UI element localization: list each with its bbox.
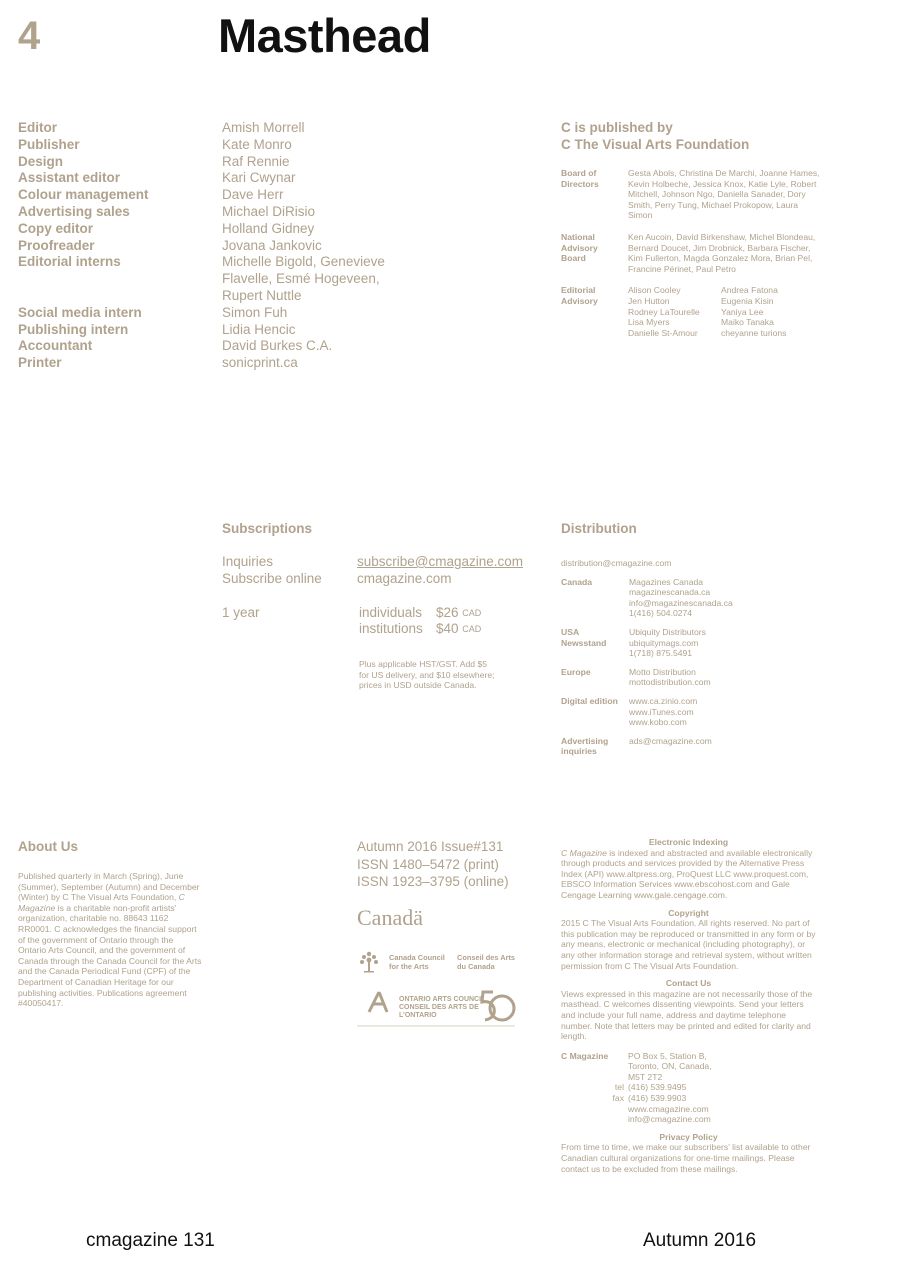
role-label: Colour management xyxy=(18,187,149,203)
dist-line[interactable]: www.iTunes.com xyxy=(629,706,694,717)
staff-name: sonicprint.ca xyxy=(222,355,298,371)
staff-name: Flavelle, Esmé Hogeveen, xyxy=(222,271,380,287)
publisher-line: C is published by xyxy=(561,120,673,135)
currency: CAD xyxy=(462,607,482,618)
role-label: Copy editor xyxy=(18,220,94,236)
dist-line[interactable]: ads@cmagazine.com xyxy=(629,735,712,746)
page-title: Masthead xyxy=(218,9,431,62)
role-label: Publishing intern xyxy=(18,321,129,337)
dist-line: Magazines Canada xyxy=(629,576,704,587)
dist-usa xyxy=(561,627,821,659)
role-label: Social media intern xyxy=(18,304,142,320)
contact-heading: Contact Us xyxy=(665,978,712,989)
privacy-heading: Privacy Policy xyxy=(659,1131,718,1142)
dist-europe xyxy=(561,667,821,688)
contact-email-link[interactable]: info@cmagazine.com xyxy=(628,1114,711,1125)
website-link[interactable]: www.cmagazine.com xyxy=(628,1103,709,1114)
price-institutions xyxy=(359,621,481,638)
prices xyxy=(359,605,481,639)
publisher-line: C The Visual Arts Foundation xyxy=(561,136,750,152)
address-line: PO Box 5, Station B, xyxy=(628,1050,707,1061)
names-column xyxy=(222,120,422,372)
editorial-col-2 xyxy=(721,285,786,338)
address-lines xyxy=(612,1050,712,1125)
term-label: 1 year xyxy=(222,604,260,620)
editorial-label xyxy=(561,285,628,338)
role-label: Editorial interns xyxy=(18,254,121,270)
subscriptions-block xyxy=(222,554,523,638)
editorial-col-1 xyxy=(628,285,721,338)
dist-label: Canada xyxy=(561,576,593,587)
fax-label: fax xyxy=(612,1093,624,1104)
copyright-heading: Copyright xyxy=(668,907,709,918)
inquiries-label: Inquiries xyxy=(222,554,274,569)
national-label xyxy=(561,232,628,274)
price-value: $40 xyxy=(436,621,459,637)
page-number: 4 xyxy=(18,14,41,58)
staff-name: Holland Gidney xyxy=(222,220,315,236)
label-line: Directors xyxy=(561,178,599,189)
subscribe-online-link[interactable]: cmagazine.com xyxy=(357,570,452,586)
contact-text: Views expressed in this magazine are not necessarily those of the masthead. C welcomes dissenting viewpoints. Send your letters and include your full name, address and daytime telephone number. Note that letters may be printed and edited for clarity and length. xyxy=(561,988,813,1042)
staff-name: Amish Morrell xyxy=(222,120,305,135)
tel-line xyxy=(614,1082,712,1093)
legal-block xyxy=(561,837,816,1174)
advisor-name: Danielle St-Amour xyxy=(628,327,698,338)
advisor-name: Rodney LaTourelle xyxy=(628,306,700,317)
role-label: Proofreader xyxy=(18,237,95,253)
dist-line: 1(718) 875.5491 xyxy=(629,648,693,659)
pricing-row xyxy=(222,605,523,639)
distribution-block xyxy=(561,558,821,757)
online-label: Subscribe online xyxy=(222,570,322,586)
staff-name: Lidia Hencic xyxy=(222,321,296,337)
council-fr xyxy=(457,953,515,971)
logo-text: ONTARIO ARTS COUNCIL xyxy=(399,996,486,1003)
label-line: Board xyxy=(561,253,586,264)
advisor-name: Jen Hutton xyxy=(628,295,670,306)
address-line: M5T 2T2 xyxy=(628,1071,663,1082)
publisher-heading xyxy=(561,120,821,154)
dist-values xyxy=(629,577,733,619)
label-line: USA xyxy=(561,626,580,637)
subscribe-email-link[interactable]: subscribe@cmagazine.com xyxy=(357,554,524,569)
oac-text xyxy=(399,996,517,1020)
label-line: National xyxy=(561,231,595,242)
label-line: Board of xyxy=(561,168,597,178)
price-individuals xyxy=(359,605,481,622)
label-line: Advisory xyxy=(561,242,598,253)
price-label: individuals xyxy=(359,604,423,620)
dist-label xyxy=(561,627,629,659)
staff-name: Jovana Jankovic xyxy=(222,237,322,253)
staff-name: Dave Herr xyxy=(222,187,284,203)
issn-online: ISSN 1923–3795 (online) xyxy=(357,874,509,889)
canada-council-icon xyxy=(357,950,381,974)
dist-label: Europe xyxy=(561,666,591,677)
dist-line[interactable]: info@magazinescanada.ca xyxy=(629,597,733,608)
logo-text: for the Arts xyxy=(389,962,429,971)
subscriptions-heading: Subscriptions xyxy=(222,521,313,536)
dist-line: 1(416) 504.0274 xyxy=(629,608,693,619)
inquiries-row xyxy=(222,554,523,571)
price-value: $26 xyxy=(436,604,459,620)
editorial-advisory xyxy=(561,285,821,338)
label-line: Editorial xyxy=(561,285,596,296)
contact-address xyxy=(561,1051,816,1125)
currency: CAD xyxy=(462,624,482,635)
label-line: Newsstand xyxy=(561,637,607,648)
about-text-part: is a charitable non-profit artists’ organization, charitable no. 88643 1162 RR0001. C acknowledges the financial support of the government of Ontario through the Ontario Arts Council, and the government of Canada through the Canada Council for the Arts and the Canada Periodical Fund (CPF) of the Department of Canadian Heritage for our publishing activities. Publications agreement #40050417. xyxy=(18,902,202,1009)
dist-line[interactable]: www.ca.zinio.com xyxy=(629,695,698,706)
dist-label xyxy=(561,736,629,757)
role-label: Editor xyxy=(18,120,57,135)
price-label: institutions xyxy=(359,621,423,637)
advisor-name: Lisa Myers xyxy=(628,317,670,328)
national-advisory-board xyxy=(561,232,821,274)
dist-line[interactable]: www.kobo.com xyxy=(629,717,687,728)
about-text xyxy=(18,871,203,1009)
role-label: Accountant xyxy=(18,338,93,354)
indexing-text xyxy=(561,848,816,901)
indexing-body: is indexed and abstracted and available electronically through products and services provided by the Alternative Press Index (API) www.altpress.org, ProQuest LLC www.proquest.com, EBSCO Information Services www.ebscohost.com and Gale Cengage Learning www.gale.cengage.com. xyxy=(561,847,813,900)
advisor-name: Alison Cooley xyxy=(628,285,681,296)
advisor-name: Andrea Fatona xyxy=(721,285,778,296)
role-label: Publisher xyxy=(18,136,80,152)
footer-right: Autumn 2016 xyxy=(643,1230,757,1251)
staff-name: Michelle Bigold, Genevieve xyxy=(222,254,385,270)
staff-name: Raf Rennie xyxy=(222,153,290,169)
dist-line[interactable]: mottodistribution.com xyxy=(629,677,711,688)
dist-line[interactable]: magazinescanada.ca xyxy=(629,587,711,598)
logo-text: CONSEIL DES ARTS DE L’ONTARIO xyxy=(399,1004,479,1019)
dist-line: Motto Distribution xyxy=(629,666,696,677)
about-text-part: Published quarterly in March (Spring), June (Summer), September (Autumn) and December (Winter) by C The Visual Arts Foundation, xyxy=(18,871,200,903)
address-line: Toronto, ON, Canada, xyxy=(628,1061,712,1072)
staff-name: Rupert Nuttle xyxy=(222,287,302,303)
tel-number: (416) 539.9495 xyxy=(628,1082,687,1093)
fax-number: (416) 539.9903 xyxy=(628,1093,687,1104)
role-label: Printer xyxy=(18,355,62,371)
board-section xyxy=(561,168,821,349)
dist-canada xyxy=(561,577,821,619)
dist-values xyxy=(629,696,697,728)
canada-council-logo xyxy=(357,950,527,974)
board-names: Gesta Abols, Christina De Marchi, Joanne Hames, Kevin Holbeche, Jessica Knox, Katie Lyle, Robert Mitchell, Johnson Ngo, Daniella Sanader, Dory Smith, Perry Tung, Michael Prokopow, Laura Simon xyxy=(628,168,820,221)
logo-text: du Canada xyxy=(457,962,495,971)
subscription-note: Plus applicable HST/GST. Add $5 for US delivery, and $10 elsewhere; prices in USD outside Canada. xyxy=(359,659,495,691)
privacy-text: From time to time, we make our subscribers’ list available to other Canadian cultural organizations for one-time mailings. Please contact us to be excluded from these mailings. xyxy=(561,1142,811,1174)
ontario-arts-council-logo xyxy=(357,988,517,1035)
dist-values xyxy=(629,627,706,659)
advisor-name: Yaniya Lee xyxy=(721,306,764,317)
dist-line[interactable]: ubiquitymags.com xyxy=(629,637,699,648)
advisor-name: Maiko Tanaka xyxy=(721,317,774,328)
role-label: Assistant editor xyxy=(18,170,121,186)
advisor-name: Eugenia Kisin xyxy=(721,295,774,306)
logo-text: Conseil des Arts xyxy=(457,953,516,962)
dist-advertising xyxy=(561,736,821,757)
issue-info xyxy=(357,838,557,891)
distribution-heading: Distribution xyxy=(561,521,637,536)
dist-digital xyxy=(561,696,821,728)
staff-name: David Burkes C.A. xyxy=(222,338,333,354)
board-of-directors xyxy=(561,168,821,221)
dist-label: Digital edition xyxy=(561,695,618,706)
staff-name: Kari Cwynar xyxy=(222,170,296,186)
logo-text: Canada Council xyxy=(389,953,445,962)
canada-wordmark-logo: Canadä xyxy=(357,905,423,930)
role-label: Design xyxy=(18,153,64,169)
footer-left: cmagazine 131 xyxy=(86,1230,215,1251)
label-line: Advertising xyxy=(561,735,609,746)
national-names: Ken Aucoin, David Birkenshaw, Michel Blondeau, Bernard Doucet, Jim Drobnick, Barbara Fischer, Kim Fullerton, Magda Gonzalez Mora, Brian Pel, Francine Périnet, Paul Petro xyxy=(628,231,816,274)
indexing-heading: Electronic Indexing xyxy=(648,837,729,847)
distribution-email[interactable]: distribution@cmagazine.com xyxy=(561,558,672,568)
dist-values xyxy=(629,736,712,757)
council-en xyxy=(389,953,453,971)
fax-line xyxy=(612,1093,712,1104)
dist-values xyxy=(629,667,711,688)
board-label xyxy=(561,168,628,221)
cmag-label: C Magazine xyxy=(561,1050,609,1061)
online-row xyxy=(222,571,523,588)
label-line: Advisory xyxy=(561,295,598,306)
issn-print: ISSN 1480–5472 (print) xyxy=(357,856,499,872)
staff-name: Michael DiRisio xyxy=(222,203,316,219)
advisor-name: cheyanne turions xyxy=(721,327,787,338)
indexing-italic: C Magazine xyxy=(561,847,607,858)
issue-line: Autumn 2016 Issue#131 xyxy=(357,839,504,854)
roles-column xyxy=(18,120,208,372)
copyright-text: 2015 C The Visual Arts Foundation. All rights reserved. No part of this publication may be reproduced or transmitted in any form or by any means, electronic or mechanical (including photography), or any other information storage and retrieval system, without written permission from C The Visual Arts Foundation. xyxy=(561,918,816,971)
label-line: inquiries xyxy=(561,746,597,757)
staff-name: Simon Fuh xyxy=(222,304,288,320)
editorial-names xyxy=(628,285,821,338)
staff-name: Kate Monro xyxy=(222,136,292,152)
about-heading: About Us xyxy=(18,839,78,854)
about-text-italic: C Magazine xyxy=(18,892,185,913)
role-label: Advertising sales xyxy=(18,203,130,219)
tel-label: tel xyxy=(614,1082,624,1093)
dist-line: Ubiquity Distributors xyxy=(629,626,706,637)
